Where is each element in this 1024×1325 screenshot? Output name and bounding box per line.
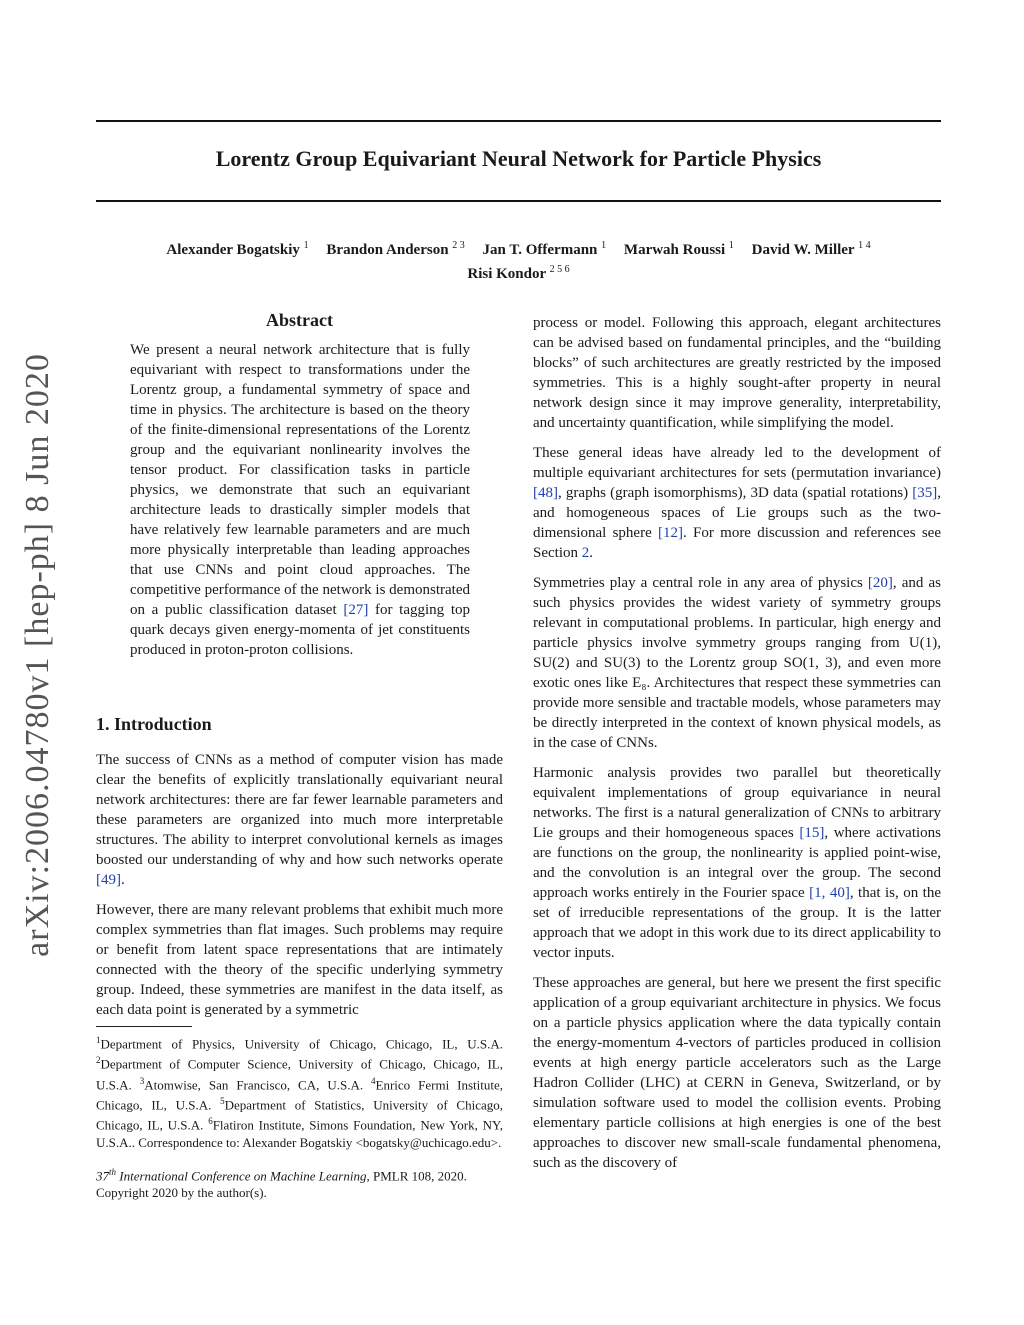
citation-link[interactable]: [35] [912,485,938,501]
paragraph: process or model. Following this approach, elegant architectures can be advised based on fundamental principles, and the “building blocks” of such architectures are greatly restricted by the imposed symmetries. This is a highly sought-after property in neural network design since it may improve generality, interpretability, and uncertainty quantification, while simplifying the model. [533,315,941,431]
paragraph: However, there are many relevant problems that exhibit much more complex symmetries than flat images. Such problems may require or benefit from latent space representations that are intimately connected with the theory of the specific underlying symmetry group. Indeed, these symmetries are manifest in the data itself, as each data point is generated by a symmetric [96,902,503,1018]
author: David W. Miller $^{1 4}$ [751,240,871,258]
paragraph: These approaches are general, but here we present the first specific application of a group equivariant architecture in physics. We focus on a particle physics application where the data typically contain the energy-momentum 4-vectors of particles produced in collision events at high energy particle accelerators such as the Large Hadron Collider (LHC) at CERN in Geneva, Switzerland, or by simulation software used to model the collision events. Probing elementary particle collisions at high energies is one of the best approaches to discover new small-scale fundamental phenomena, such as the discovery of [533,975,941,1171]
left-column [96,750,503,1030]
author: Jan T. Offermann $^1$ [482,240,607,258]
title-rule-top [96,120,941,122]
footnote-rule [96,1026,192,1027]
author: Risi Kondor $^{2 5 6}$ [467,264,570,282]
citation-link[interactable]: [20] [867,575,893,591]
arxiv-sidebar [8,353,68,957]
citation-link[interactable]: [15] [799,825,825,841]
abstract-text: We present a neural network architecture that is fully equivariant with respect to transformations under the Lorentz group, a fundamental symmetry of space and time in physics. The architecture is based on the theory of the finite-dimensional representations of the Lorentz group and the equivariant nonlinearity involves the tensor product. For classification tasks in particle physics, we demonstrate that such an equivariant architecture leads to drastically simpler models that have relatively few learnable parameters and are much more physically interpretable than leading approaches that use CNNs and point cloud approaches. The competitive performance of the network is demonstrated on a public classification dataset [27] for tagging top quark decays given energy-momenta of jet constituents produced in proton-proton collisions. [130,342,471,658]
section-link[interactable]: 2 [581,545,590,561]
citation-link[interactable]: [49] [96,872,121,888]
title-rule-bottom [96,200,941,202]
citation-link[interactable]: [48] [533,485,558,501]
right-column [533,313,941,1183]
citation-link[interactable]: [1, 40] [809,885,850,901]
author: Alexander Bogatskiy $^1$ [166,240,309,258]
abstract-heading: Abstract [266,310,333,330]
paragraph: Symmetries play a central role in any area of physics [20], and as such physics provides the widest variety of symmetry groups relevant in computational problems. In particular, high energy and particle physics involve symmetry groups ranging from U(1), SU(2) and SU(3) to the Lorentz group SO(1, 3), and even more exotic ones like E₈. Architectures that respect these symmetries can provide more sensible and tractable models, whose parameters may be directly interpreted in the context of known physical models, as in the case of CNNs. [533,575,941,751]
paper-title: Lorentz Group Equivariant Neural Network for Particle Physics [215,146,822,171]
author: Brandon Anderson $^{2 3}$ [326,240,465,258]
citation-link[interactable]: [12] [658,525,684,541]
author-list [96,236,941,284]
paragraph: The success of CNNs as a method of computer vision has made clear the benefits of explicitly translationally equivariant neural network architectures: there are far fewer learnable parameters and these parameters are organized into much more interpretable structures. The ability to interpret convolutional kernels as images boosted our understanding of why and how such networks operate [49]. [96,752,503,888]
author: Marwah Roussi $^1$ [623,240,734,258]
paragraph: Harmonic analysis provides two parallel but theoretically equivalent implementations of group equivariance in neural networks. The first is a natural generalization of CNNs to arbitrary Lie groups and their homogeneous spaces [15], where activations are functions on the group, the nonlinearity is applied point-wise, and the convolution is an integral over the group. The second approach works entirely in the Fourier space [1, 40], that is, on the set of irreducible representations of the group. It is the latter approach that we adopt in this work due to its direct applicability to vector inputs. [533,765,941,961]
affiliation-footnotes: $^1$Department of Physics, University of Chicago, Chicago, IL, U.S.A. $^2$Department of Computer Science, University of Chicago, Chicago, IL, U.S.A. $^3$Atomwise, San Francisco, CA, U.S.A. $^4$Enrico Fermi Institute, Chicago, IL, U.S.A. $^5$Department of Statistics, University of Chicago, Chicago, IL, U.S.A. $^6$Flatiron Institute, Simons Foundation, New York, NY, U.S.A.. Correspondence to: Alexander Bogatskiy <bogatsky@uchicago.edu>. [96,1035,503,1150]
arxiv-identifier: arXiv:2006.04780v1 [hep-ph] 8 Jun 2020 [19,353,56,957]
paragraph: These general ideas have already led to the development of multiple equivariant architectures for sets (permutation invariance) [48], graphs (graph isomorphisms), 3D data (spatial rotations) [35], and homogeneous spaces of Lie groups such as the two-dimensional sphere [12]. For more discussion and references see Section 2. [533,445,941,561]
citation-link[interactable]: [27] [343,602,369,618]
conference-note: 37th International Conference on Machine Learning, PMLR 108, 2020. Copyright 2020 by the author(s). [96,1167,467,1201]
section-heading-introduction: 1. Introduction [96,714,212,734]
